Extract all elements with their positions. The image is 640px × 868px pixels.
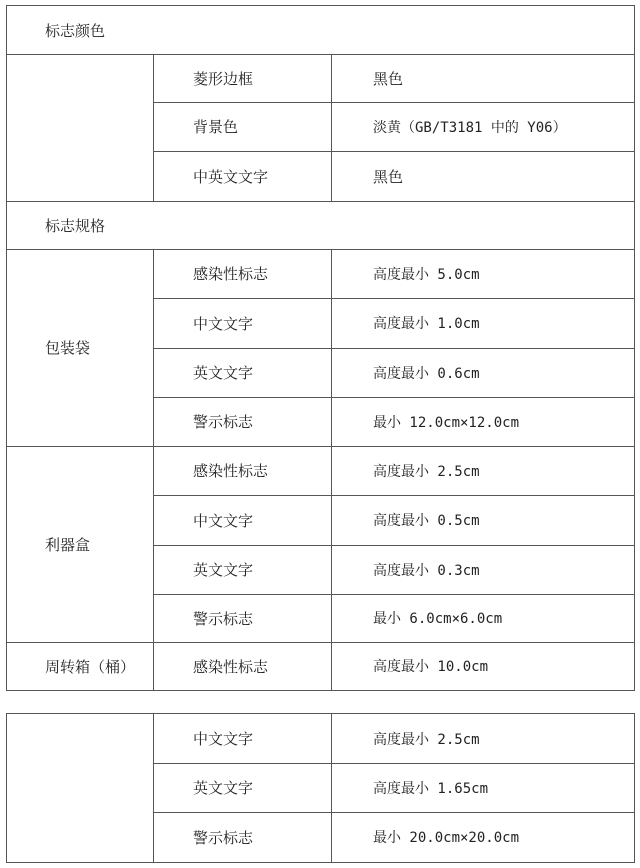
value-cell: 最小 12.0cm×12.0cm: [373, 414, 520, 431]
value-cell: 淡黄（GB/T3181 中的 Y06）: [373, 119, 567, 136]
group-name: 包装袋: [45, 339, 91, 357]
item-cell: 菱形边框: [193, 69, 254, 88]
value-cell: 最小 20.0cm×20.0cm: [373, 830, 520, 846]
item-cell: 英文文字: [193, 561, 254, 579]
item-cell: 中文文字: [193, 730, 254, 748]
item-cell: 英文文字: [193, 779, 254, 797]
group-name: 周转箱（桶）: [45, 657, 136, 676]
column-divider: [153, 714, 154, 862]
value-cell: 高度最小 0.5cm: [373, 513, 480, 529]
value-cell: 最小 6.0cm×6.0cm: [373, 611, 503, 627]
spec-table: [6, 5, 635, 691]
group-name: 利器盒: [45, 535, 91, 554]
value-cell: 黑色: [373, 69, 404, 88]
item-cell: 警示标志: [193, 828, 254, 847]
value-cell: 高度最小 2.5cm: [373, 731, 480, 748]
item-cell: 英文文字: [193, 364, 254, 382]
item-cell: 中文文字: [193, 511, 254, 530]
section-title-spec: 标志规格: [45, 216, 106, 235]
value-cell: 高度最小 1.0cm: [373, 316, 480, 332]
column-divider: [331, 249, 332, 690]
item-cell: 感染性标志: [193, 657, 269, 676]
value-cell: 高度最小 1.65cm: [373, 780, 489, 797]
item-cell: 中英文文字: [193, 167, 269, 186]
section-title-color: 标志颜色: [45, 21, 106, 40]
item-cell: 背景色: [193, 118, 239, 136]
row-divider: [7, 54, 634, 55]
column-divider: [153, 249, 154, 690]
item-cell: 中文文字: [193, 314, 254, 333]
column-divider: [331, 714, 332, 862]
value-cell: 高度最小 0.3cm: [373, 562, 480, 579]
value-cell: 高度最小 0.6cm: [373, 365, 480, 382]
row-divider: [7, 249, 634, 250]
row-divider: [7, 446, 634, 447]
value-cell: 高度最小 5.0cm: [373, 266, 480, 283]
item-cell: 感染性标志: [193, 265, 269, 283]
item-cell: 感染性标志: [193, 462, 269, 480]
item-cell: 警示标志: [193, 413, 254, 431]
item-cell: 警示标志: [193, 609, 254, 628]
spec-table-continued: [6, 713, 635, 863]
column-divider: [153, 54, 154, 201]
column-divider: [331, 54, 332, 201]
value-cell: 黑色: [373, 167, 404, 186]
value-cell: 高度最小 2.5cm: [373, 463, 480, 480]
value-cell: 高度最小 10.0cm: [373, 659, 489, 675]
